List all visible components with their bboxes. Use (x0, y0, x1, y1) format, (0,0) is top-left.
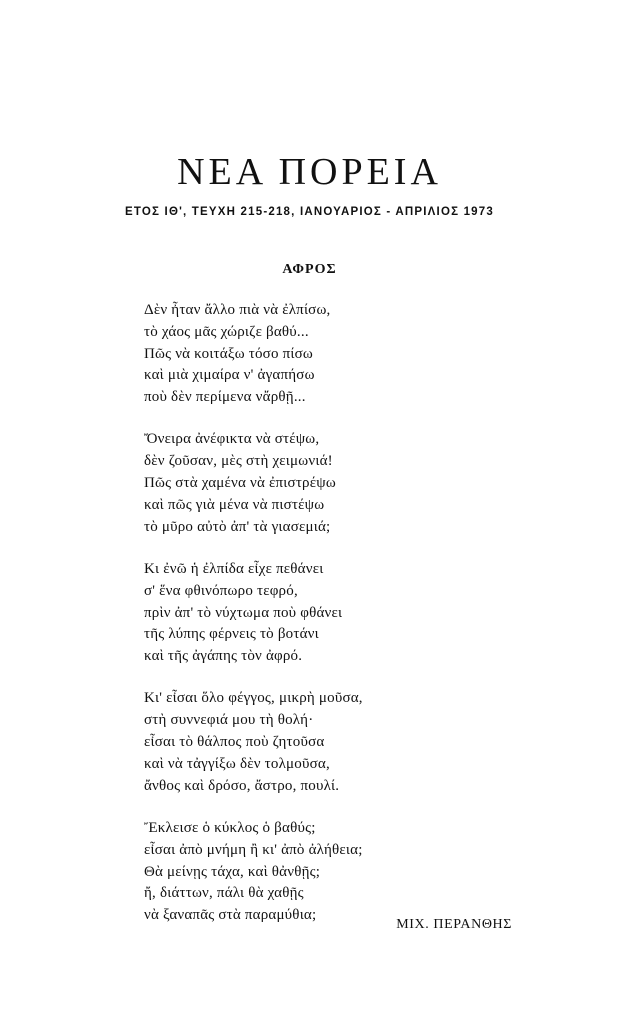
poem-line: καὶ τῆς ἀγάπης τὸν ἀφρό. (144, 648, 303, 665)
journal-title: ΝΕΑ ΠΟΡΕΙΑ (177, 151, 442, 193)
poem-line: καὶ νὰ τἀγγίξω δὲν τολμοῦσα, (144, 755, 330, 772)
poem-line: Κι ἐνῶ ἡ ἐλπίδα εἶχε πεθάνει (144, 560, 324, 577)
poem-line: καὶ μιὰ χιμαίρα ν' ἀγαπήσω (144, 367, 315, 384)
stanza-2 (144, 429, 524, 538)
poem-line: εἶσαι τὸ θάλπος ποὺ ζητοῦσα (144, 734, 325, 751)
poem-line: Ἔκλεισε ὁ κύκλος ὁ βαθύς; (144, 819, 316, 836)
issue-info: ΕΤΟΣ ΙΘ', ΤΕΥΧΗ 215-218, ΙΑΝΟΥΑΡΙΟΣ - ΑΠΡΙΛΙΟΣ 1973 (125, 206, 494, 218)
poem-line: ἤ, διάττων, πάλι θὰ χαθῇς (144, 885, 304, 902)
poem-line: νὰ ξαναπᾶς στὰ παραμύθια; (144, 907, 317, 924)
poem-body (144, 300, 524, 947)
poem-line: Πῶς στὰ χαμένα νὰ ἐπιστρέψω (144, 475, 336, 492)
poem-line: Θὰ μείνῃς τάχα, καὶ θἀνθῇς; (144, 863, 321, 880)
poem-line: ἄνθος καὶ δρόσο, ἄστρο, πουλί. (144, 777, 340, 794)
poem-line: Ὄνειρα ἀνέφικτα νὰ στέψω, (144, 431, 320, 448)
poem-line: πρὶν ἀπ' τὸ νύχτωμα ποὺ φθάνει (144, 604, 343, 621)
poem-line: Πῶς νὰ κοιτάξω τόσο πίσω (144, 345, 313, 362)
poem-line: Κι' εἶσαι ὅλο φέγγος, μικρὴ μοῦσα, (144, 690, 363, 707)
stanza-5 (144, 818, 524, 927)
poem-line: εἶσαι ἀπὸ μνήμη ἢ κι' ἀπὸ ἀλήθεια; (144, 841, 363, 858)
poem-line: σ' ἕνα φθινόπωρο τεφρό, (144, 582, 298, 599)
poem-line: δὲν ζοῦσαν, μὲς στὴ χειμωνιά! (144, 453, 333, 470)
stanza-3 (144, 559, 524, 668)
poem-title: ΑΦΡΟΣ (282, 262, 337, 277)
poem-line: Δὲν ἦταν ἄλλο πιὰ νὰ ἐλπίσω, (144, 302, 331, 318)
poem-line: τὸ μῦρο αὐτὸ ἀπ' τὰ γιασεμιά; (144, 518, 331, 535)
stanza-4 (144, 688, 524, 797)
poem-line: τῆς λύπης φέρνεις τὸ βοτάνι (144, 626, 319, 643)
author-signature: ΜΙΧ. ΠΕΡΑΝΘΗΣ (396, 917, 512, 932)
poem-line: τὸ χάος μᾶς χώριζε βαθύ... (144, 323, 309, 340)
poem-line: στὴ συννεφιά μου τὴ θολή· (144, 712, 314, 729)
stanza-1 (144, 300, 524, 409)
poem-line: καὶ πῶς γιὰ μένα νὰ πιστέψω (144, 496, 325, 513)
poem-line: ποὺ δὲν περίμενα νἄρθῇ... (144, 389, 306, 406)
